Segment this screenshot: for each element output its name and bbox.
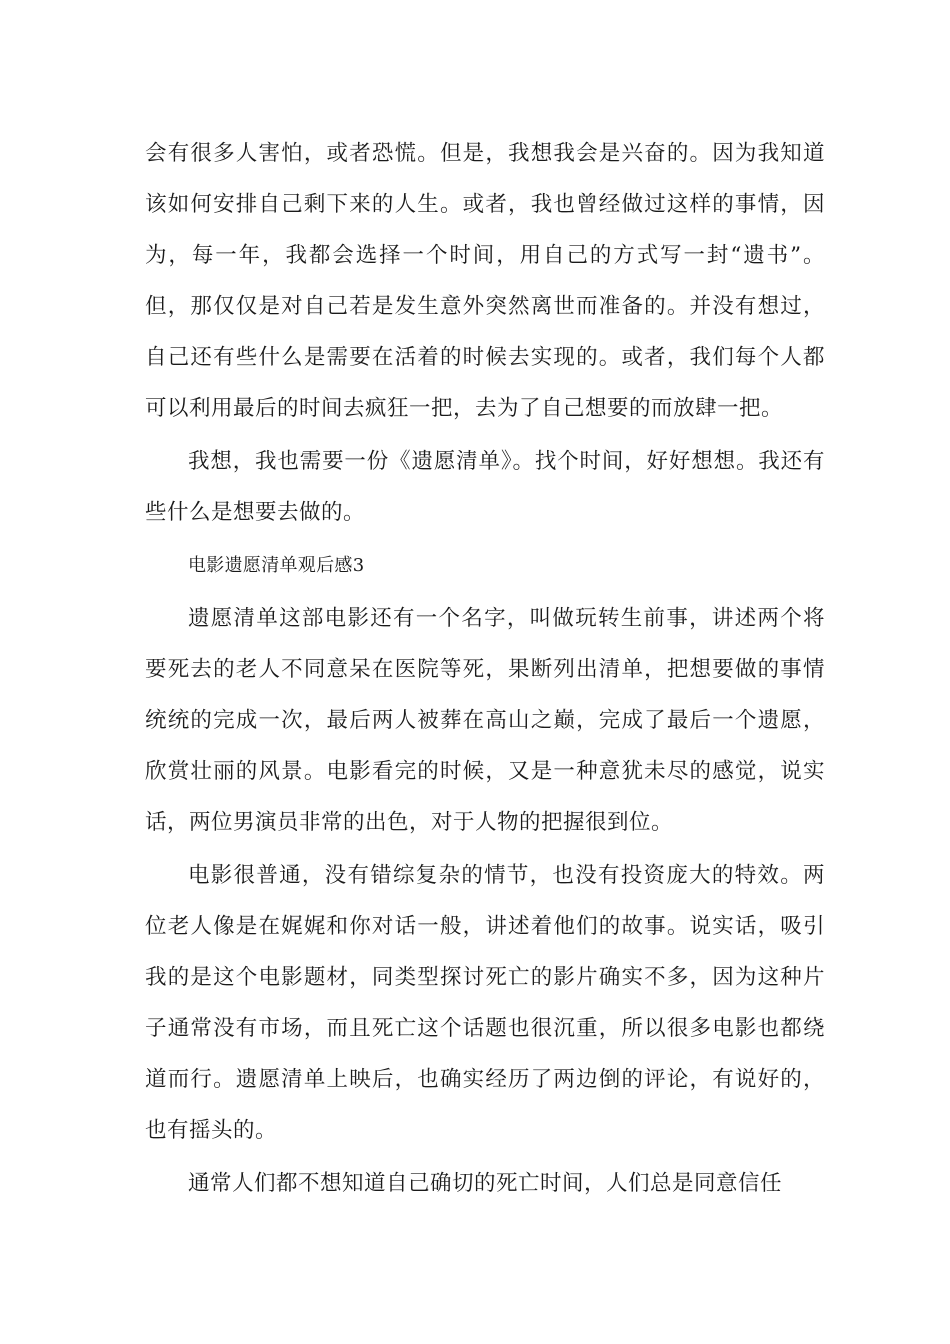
paragraph-wish-list: 我想，我也需要一份《遗愿清单》。找个时间，好好想想。我还有些什么是想要去做的。 [145,449,825,525]
paragraph-movie-review: 电影很普通，没有错综复杂的情节，也没有投资庞大的特效。两位老人像是在娓娓和你对话一般，讲述着他们的故事。说实话，吸引我的是这个电影题材，同类型探讨死亡的影片确实不多，因为这种片子通常没有市场，而且死亡这个话题也很沉重，所以很多电影也都绕道而行。遗愿清单上映后，也确实经历了两边倒的评论，有说好的，也有摇头的。 [145,863,825,1143]
paragraph-movie-intro: 遗愿清单这部电影还有一个名字，叫做玩转生前事，讲述两个将要死去的老人不同意呆在医院等死，果断列出清单，把想要做的事情统统的完成一次，最后两人被葬在高山之巅，完成了最后一个遗愿，欣赏壮丽的风景。电影看完的时候，又是一种意犹未尽的感觉，说实话，两位男演员非常的出色，对于人物的把握很到位。 [145,606,825,835]
section-heading: 电影遗愿清单观后感3 [188,555,365,576]
paragraph-death-time: 通常人们都不想知道自己确切的死亡时间，人们总是同意信任 [188,1171,783,1196]
paragraph-continuation: 会有很多人害怕，或者恐慌。但是，我想我会是兴奋的。因为我知道该如何安排自己剩下来的人生。或者，我也曾经做过这样的事情，因为，每一年，我都会选择一个时间，用自己的方式写一封“遗书”。但，那仅仅是对自己若是发生意外突然离世而准备的。并没有想过，自己还有些什么是需要在活着的时候去实现的。或者，我们每个人都可以利用最后的时间去疯狂一把，去为了自己想要的而放肆一把。 [145,141,825,421]
document-body [145,128,825,1209]
